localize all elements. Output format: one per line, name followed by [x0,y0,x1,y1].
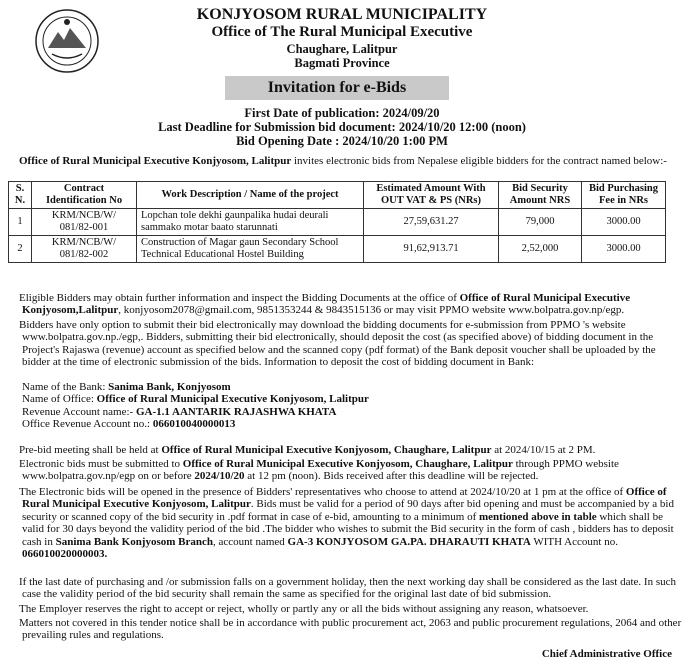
table-row: 1 KRM/NCB/W/ 081/82-001 Lopchan tole dekhi gaunpalika hudai deurali sammako motar baato starunnati 27,59,631.27 79,000 3000.00 [9,209,666,236]
clause-1: Office of Rural Municipal Executive Konjyosom, Lalitpur invites electronic bids from Nepalese eligible bidders for the contract named below:- [19,155,667,167]
clause-5: Electronic bids must be submitted to Office of Rural Municipal Executive Konjyosom, Chaughare, Lalitpur through PPMO website www.bolpatra.gov.np/egp on or before 2024/10/20 at 12 pm (noon). Bids received after this deadline will be rejected. [19,458,619,483]
table-row: 2 KRM/NCB/W/ 081/82-002 Construction of Magar gaun Secondary School Technical Educational Hostel Building 91,62,913.71 2,52,000 3000.00 [9,236,666,263]
col-contract-id: Contract Identification No [32,182,137,209]
clause-8: The Employer reserves the right to accept or reject, wholly or partly any or all the bids without assigning any reason, whatsoever. [19,603,589,615]
office-name: Office of The Rural Municipal Executive [211,24,473,40]
publication-date: First Date of publication: 2024/09/20 [244,106,440,120]
clause-2: Eligible Bidders may obtain further information and inspect the Bidding Documents at the office of Office of Rural Municipal Executive Konjyosom,Lalitpur, konjyosom2078@gmail.com, 9851353244 & 9843515136 or may visit PPMO website www.bolpatra.gov.np/egp. [19,292,631,317]
bank-name: Name of the Bank: Sanima Bank, Konjyosom [22,381,231,393]
office-line: Name of Office: Office of Rural Municipal Executive Konjyosom, Lalitpur [22,393,369,406]
clause-3: Bidders have only option to submit their bid electronically may download the bidding documents for e-submission from PPMO 's website www.bolpatra.gov.np./egp,. Bidders, submitting their bid electronically, should deposit the cost (as specified above) of bidding document in the Project's Rajaswa (revenue) account as specified below and the scanned copy (pdf format) of the Bank deposit voucher shall be uploaded by the bidder at the time of electronic submission of the bids. Information to deposit the cost of bidding document in Bank: [19,319,656,369]
bid-opening-date: Bid Opening Date : 2024/10/20 1:00 PM [236,134,448,148]
submission-deadline: Last Deadline for Submission bid document: 2024/10/20 12:00 (noon) [158,120,526,134]
notice-title: Invitation for e-Bids [225,76,449,100]
bank-details [22,381,662,431]
clause-4: Pre-bid meeting shall be held at Office of Rural Municipal Executive Konjyosom, Chaughare, Lalitpur at 2024/10/15 at 2 PM. [19,444,596,456]
table-header-row [9,182,666,209]
clause-6: The Electronic bids will be opened in the presence of Bidders' representatives who choose to attend at 2024/10/20 at 1 pm at the office of Office of Rural Municipal Executive Konjyosom, Lalitpur. Bids must be valid for a period of 90 days after bid opening and must be accompanied by a bid security or scanned copy of the bid security in .pdf format in case of e-bid, amounting to a minimum of mentioned above in table which shall be valid for 30 days beyond the validity period of the bid .The bidder who wishes to submit the Bid security in the form of cash , bidders has to deposit cash in Sanima Bank Konjyosom Branch, account named GA-3 KONJYOSOM GA.PA. DHARAUTI KHATA WITH Account no. 066010020000003. [19,486,674,561]
signature: Chief Administrative Office [541,648,672,660]
contracts-table [8,181,666,263]
clause-9: Matters not covered in this tender notice shall be in accordance with public procurement act, 2063 and public procurement regulations, 2064 and other prevailing rules and regulations. [19,617,682,642]
col-bid-security: Bid Security Amount NRS [499,182,582,209]
col-purchasing-fee: Bid Purchasing Fee in NRs [582,182,666,209]
revenue-account-number: Office Revenue Account no.: 066010040000013 [22,418,236,431]
clause-7: If the last date of purchasing and /or submission falls on a government holiday, then the next working day shall be considered as the last date. In such case the validity period of the bid security shall remain the same as specified for the original last date of bid submission. [19,576,676,601]
revenue-account-name: Revenue Account name:- GA-1.1 AANTARIK RAJASHWA KHATA [22,405,337,418]
col-sn: S. N. [9,182,32,209]
office-location: Chaughare, Lalitpur [286,42,398,56]
col-description: Work Description / Name of the project [137,182,364,209]
key-dates [0,106,684,148]
province: Bagmati Province [294,56,390,70]
col-estimated-amount: Estimated Amount With OUT VAT & PS (NRs) [364,182,499,209]
municipality-name: KONJYOSOM RURAL MUNICIPALITY [196,6,488,23]
